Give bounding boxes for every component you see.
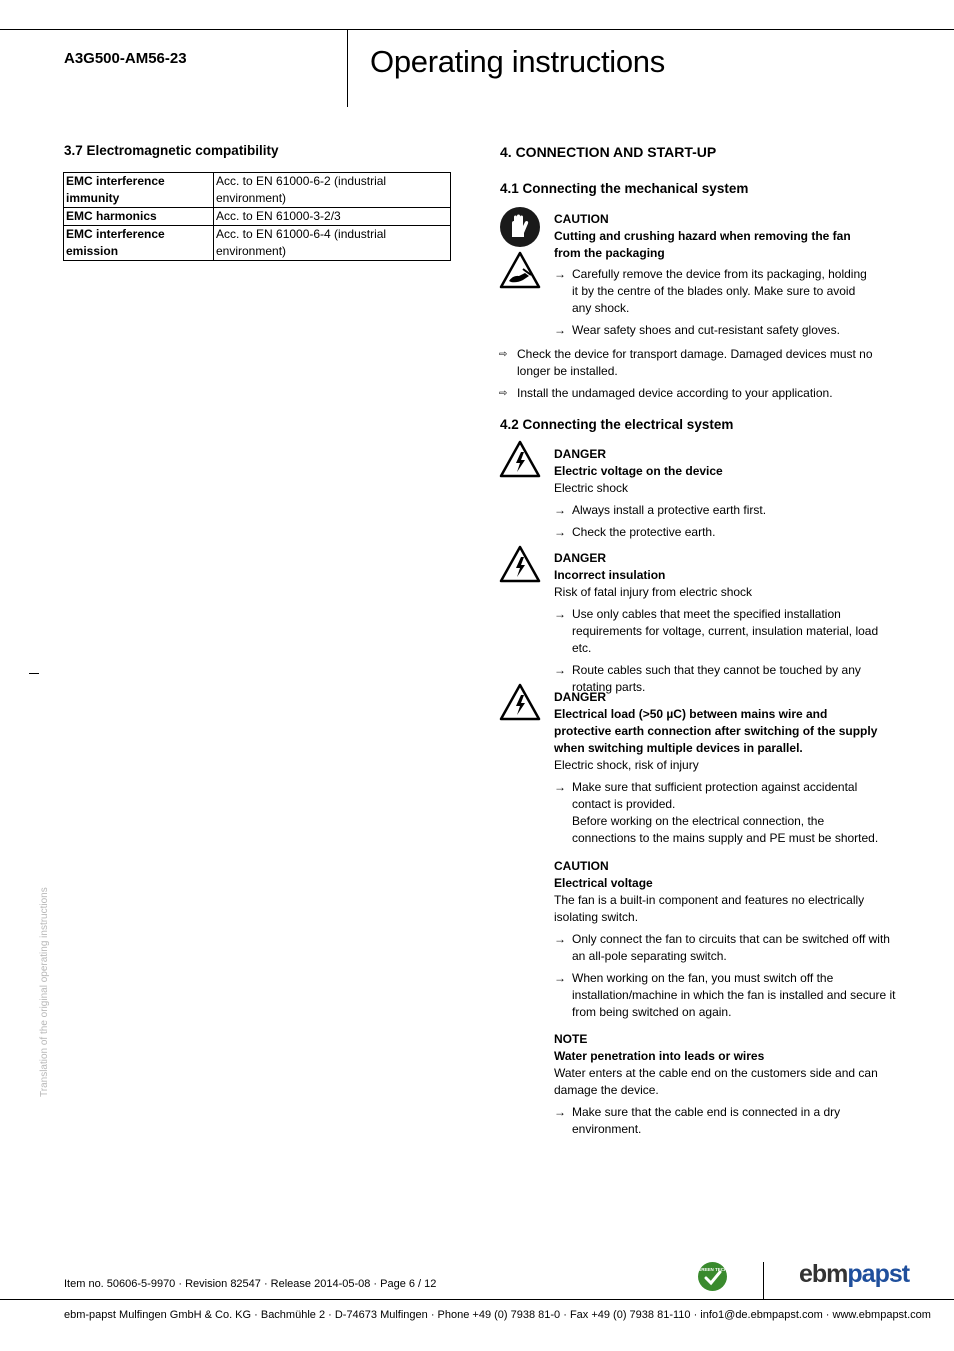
high-voltage-icon	[499, 545, 541, 583]
arrow-icon: →	[554, 780, 566, 794]
subsection-title-mechanical: 4.1 Connecting the mechanical system	[500, 181, 749, 196]
table-row	[64, 173, 451, 208]
note-text: Water enters at the cable end on the customers side and can damage the device.	[554, 1066, 878, 1097]
green-tech-text: GREEN TECH	[697, 1267, 728, 1272]
danger-title: Electric voltage on the device	[554, 464, 723, 478]
table-cell-key: EMC interference emission	[64, 226, 214, 261]
note-label: NOTE	[554, 1032, 588, 1046]
bullet-list-mechanical	[499, 346, 879, 402]
arrow-icon: →	[554, 663, 566, 677]
note-block	[554, 1031, 899, 1138]
danger-block-electrical-load	[554, 689, 899, 847]
header-top-rule	[0, 29, 954, 30]
danger-title: Electrical load (>50 µC) between mains wire and protective earth connection after switching of the supply when switching multiple devices in parallel.	[554, 707, 878, 755]
list-item: → Make sure that the cable end is connected in a dry environment.	[554, 1105, 841, 1136]
list-item: → Check the protective earth.	[554, 525, 716, 539]
arrow-icon: →	[554, 267, 566, 281]
bullet-arrow-icon: ⇨	[499, 388, 508, 399]
brand-logo	[799, 1260, 909, 1289]
high-voltage-icon	[499, 440, 541, 478]
caution-label: CAUTION	[554, 859, 609, 873]
caution-title: Electrical voltage	[554, 876, 653, 890]
table-cell-key: EMC interference immunity	[64, 173, 214, 208]
list-item: → When working on the fan, you must switch off the installation/machine in which the fan is installed and secure it from being switched on again.	[554, 971, 896, 1019]
danger-title: Incorrect insulation	[554, 568, 666, 582]
subsection-title-electrical: 4.2 Connecting the electrical system	[500, 417, 734, 432]
list-item: → Always install a protective earth first.	[554, 503, 767, 517]
caution-title: Cutting and crushing hazard when removing the fan from the packaging	[554, 229, 851, 260]
brand-part-1: ebm	[799, 1260, 848, 1288]
list-item: → Only connect the fan to circuits that can be switched off with an all-pole separating switch.	[554, 932, 890, 963]
caution-label: CAUTION	[554, 212, 609, 226]
table-cell-key: EMC harmonics	[64, 208, 214, 226]
item-line: Item no. 50606-5-9970 · Revision 82547 · Release 2014-05-08 · Page 6 / 12	[64, 1278, 437, 1290]
header-divider	[347, 29, 348, 107]
green-tech-logo	[697, 1261, 728, 1292]
danger-label: DANGER	[554, 690, 607, 704]
list-item: → Carefully remove the device from its packaging, holding it by the centre of the blades only. Make sure to avoid any shock.	[554, 267, 867, 315]
company-line: ebm-papst Mulfingen GmbH & Co. KG · Bachmühle 2 · D-74673 Mulfingen · Phone +49 (0) 7938 81-0 · Fax +49 (0) 7938 81-110 · info1@de.ebmpapst.com · www.ebmpapst.com	[64, 1309, 931, 1321]
list-item: ⇨ Install the undamaged device according to your application.	[499, 386, 833, 400]
table-cell-value: Acc. to EN 61000-3-2/3	[214, 208, 451, 226]
cut-hazard-icon	[499, 251, 541, 289]
brand-part-2: papst	[847, 1260, 910, 1288]
list-item: → Route cables such that they cannot be touched by any rotating parts.	[554, 663, 861, 694]
section-title-connection: 4. CONNECTION AND START-UP	[500, 144, 717, 160]
arrow-icon: →	[554, 503, 566, 517]
note-title: Water penetration into leads or wires	[554, 1049, 765, 1063]
table-cell-value: Acc. to EN 61000-6-4 (industrial environment)	[214, 226, 451, 261]
fold-mark	[29, 673, 39, 674]
gloves-icon	[499, 206, 541, 248]
caution-block-electrical	[554, 858, 899, 1021]
caution-block-mechanical	[554, 211, 874, 339]
danger-text: Electric shock, risk of injury	[554, 758, 699, 772]
arrow-icon: →	[554, 932, 566, 946]
arrow-icon: →	[554, 1105, 566, 1119]
arrow-icon: →	[554, 607, 566, 621]
list-item: → Wear safety shoes and cut-resistant safety gloves.	[554, 323, 840, 337]
danger-text: Risk of fatal injury from electric shock	[554, 585, 753, 599]
danger-text: Electric shock	[554, 481, 629, 495]
danger-label: DANGER	[554, 447, 607, 461]
arrow-icon: →	[554, 525, 566, 539]
footer-rule	[0, 1299, 954, 1300]
arrow-icon: →	[554, 971, 566, 985]
emc-table	[63, 172, 451, 261]
table-cell-value: Acc. to EN 61000-6-2 (industrial environment)	[214, 173, 451, 208]
danger-block-voltage	[554, 446, 899, 541]
list-item-continuation: Before working on the electrical connection, the connections to the mains supply and PE must be shorted.	[572, 814, 879, 845]
section-title-emc: 3.7 Electromagnetic compatibility	[64, 143, 279, 158]
high-voltage-icon	[499, 683, 541, 721]
side-note: Translation of the original operating instructions	[39, 887, 50, 1097]
list-item: → Make sure that sufficient protection against accidental contact is provided. Before working on the electrical connection, the connections to the mains supply and PE must be shorted.	[554, 779, 899, 847]
list-item: → Use only cables that meet the specified installation requirements for voltage, current, insulation material, load etc.	[554, 607, 879, 655]
list-item: ⇨ Check the device for transport damage. Damaged devices must no longer be installed.	[499, 347, 873, 378]
caution-text: The fan is a built-in component and features no electrically isolating switch.	[554, 893, 865, 924]
arrow-icon: →	[554, 323, 566, 337]
model-number: A3G500-AM56-23	[64, 50, 187, 67]
danger-label: DANGER	[554, 551, 607, 565]
footer-divider	[763, 1262, 764, 1299]
danger-block-insulation	[554, 550, 899, 696]
table-row	[64, 208, 451, 226]
page-title: Operating instructions	[370, 44, 665, 79]
table-row	[64, 226, 451, 261]
bullet-arrow-icon: ⇨	[499, 349, 508, 360]
